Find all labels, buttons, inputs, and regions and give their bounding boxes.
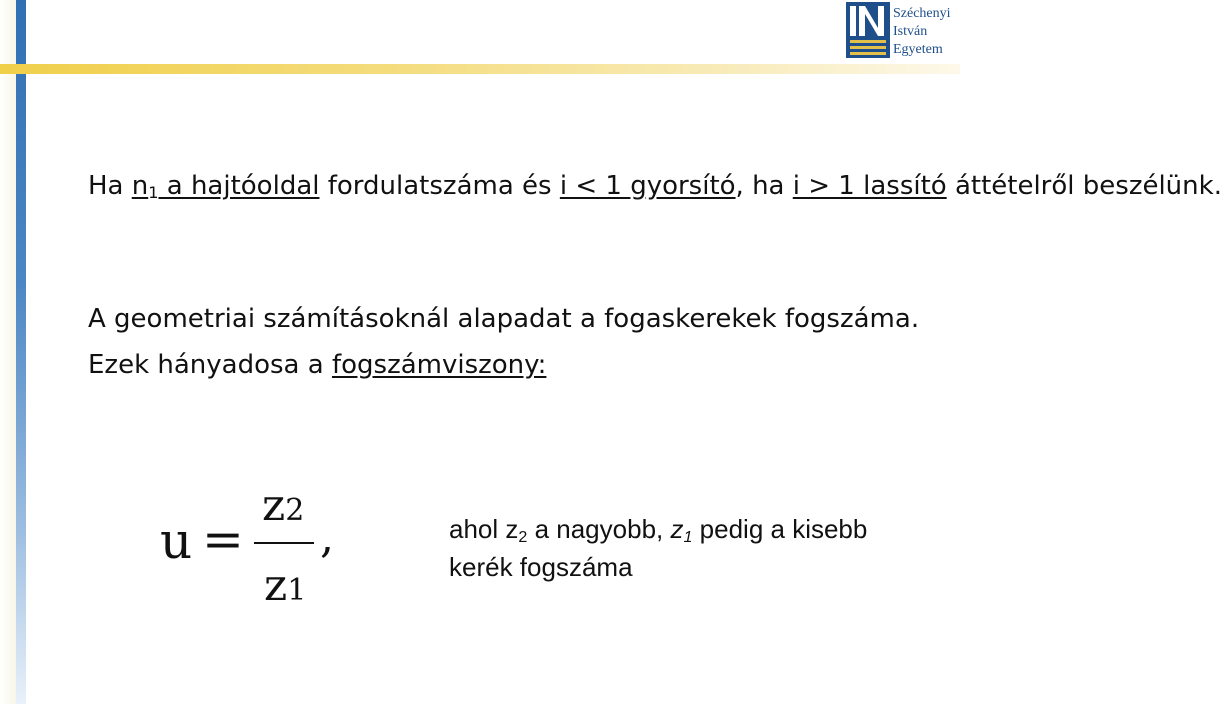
text-run: Ha: [88, 171, 132, 201]
formula-comma: ,: [320, 512, 334, 563]
text-run: áttételről beszélünk.: [946, 171, 1222, 201]
gear-ratio-formula: [160, 480, 360, 630]
formula-denominator: [264, 560, 306, 611]
paragraph-geometry: [88, 296, 938, 388]
text-run: fordulatszáma és: [319, 171, 560, 201]
symbol-z: z: [670, 514, 684, 544]
subscript-1: 1: [148, 183, 159, 203]
term-hajtooldal: a hajtóoldal: [158, 171, 320, 201]
term-lassito: i > 1 lassító: [792, 171, 947, 201]
formula-explanation: [449, 510, 919, 586]
formula-lhs: u: [160, 512, 193, 570]
left-decor-pale: [0, 0, 16, 704]
logo-line-3: Egyetem: [893, 42, 943, 57]
text-run: , ha: [735, 171, 793, 201]
logo-line-1: Széchenyi: [893, 6, 951, 21]
logo-text: [893, 5, 951, 59]
denominator-index: 1: [287, 573, 307, 608]
text-run: ahol z: [449, 514, 519, 544]
text-run: A geometriai számításoknál alapadat a fogaskerekek fogszáma. Ezek hányadosa a: [88, 304, 920, 380]
term-gyorsito: i < 1 gyorsító: [559, 171, 736, 201]
left-decor-bar: [16, 0, 26, 704]
text-run: pedig a kisebb kerék fogszáma: [449, 514, 868, 582]
subscript-1: 1: [683, 528, 693, 547]
symbol-n: n: [131, 171, 149, 201]
logo-mark-icon: [846, 2, 890, 58]
underlined-term: [132, 171, 320, 201]
fraction-bar: [254, 542, 314, 544]
numerator-var: z: [262, 480, 286, 531]
paragraph-transmission: [88, 163, 1222, 209]
term-fogszamviszony: fogszámviszony:: [331, 350, 547, 380]
text-run: a nagyobb,: [527, 514, 671, 544]
formula-equals: =: [202, 510, 244, 568]
numerator-index: 2: [285, 493, 305, 528]
university-logo: [846, 2, 958, 60]
top-decor-band: [0, 64, 960, 74]
formula-numerator: [262, 480, 304, 531]
logo-line-2: István: [893, 24, 928, 39]
subscript-2: 2: [518, 528, 528, 547]
denominator-var: z: [264, 560, 288, 611]
